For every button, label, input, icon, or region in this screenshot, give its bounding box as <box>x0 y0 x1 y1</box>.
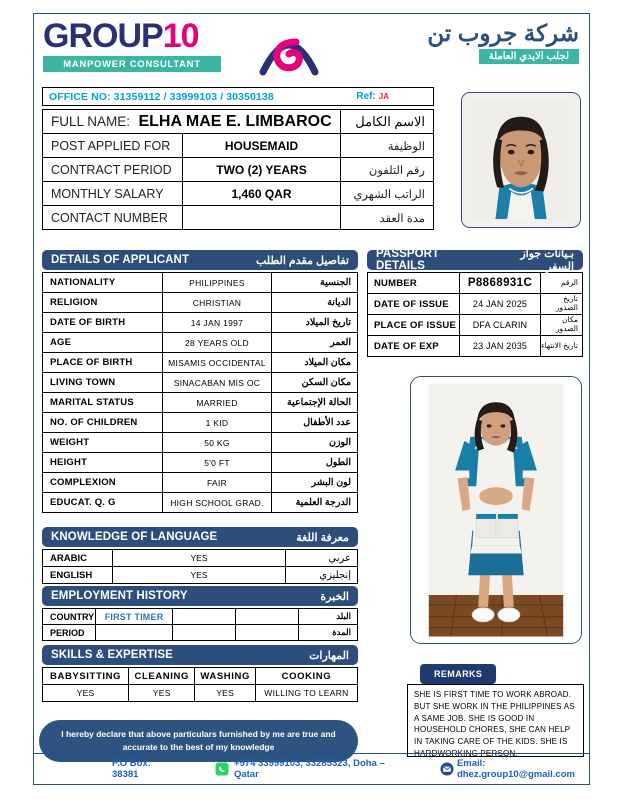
language-section <box>42 527 358 584</box>
passport-arabic: تاريخ الصدور <box>541 294 583 315</box>
details-table <box>42 272 358 513</box>
table-row <box>43 493 358 513</box>
skills-title-ar: المهارات <box>309 649 349 662</box>
detail-arabic: الحالة الإجتماعية <box>272 393 358 413</box>
skill-value: YES <box>195 685 256 702</box>
detail-label: WEIGHT <box>43 433 163 453</box>
language-table <box>42 549 358 584</box>
employment-blank-cell <box>236 625 299 641</box>
table-row <box>43 625 358 641</box>
detail-value: PHILIPPINES <box>163 273 272 293</box>
cv-page <box>33 13 590 785</box>
detail-label: LIVING TOWN <box>43 373 163 393</box>
detail-arabic: عدد الأطفال <box>272 413 358 433</box>
language-arabic: عربي <box>286 550 358 567</box>
logo-text-ten: 10 <box>162 17 199 55</box>
skill-header: CLEANING <box>129 668 195 685</box>
detail-value: SINACABAN MIS OC <box>163 373 272 393</box>
passport-table <box>367 272 583 357</box>
passport-number-value: P8868931C <box>460 273 541 294</box>
fullname-label: FULL NAME: <box>51 113 131 129</box>
ref-label: Ref: <box>356 91 376 102</box>
passport-arabic: مكان الصدور <box>541 315 583 336</box>
table-row <box>43 668 358 685</box>
contract-period-arabic: رقم التلفون <box>341 158 434 182</box>
detail-value: HIGH SCHOOL GRAD. <box>163 493 272 513</box>
detail-arabic: العمر <box>272 333 358 353</box>
detail-value: 5'0 FT <box>163 453 272 473</box>
passport-label: DATE OF ISSUE <box>368 294 460 315</box>
detail-label: NATIONALITY <box>43 273 163 293</box>
employment-label: COUNTRY <box>43 609 96 625</box>
email-icon <box>440 762 454 776</box>
detail-value: FAIR <box>163 473 272 493</box>
detail-label: PLACE OF BIRTH <box>43 353 163 373</box>
employment-arabic: البلد <box>299 609 358 625</box>
passport-title-en: PASSPORT DETAILS <box>376 248 440 272</box>
detail-arabic: مكان الميلاد <box>272 353 358 373</box>
monthly-salary-arabic: الراتب الشهري <box>341 182 434 206</box>
detail-value: 1 KID <box>163 413 272 433</box>
arabic-company-header <box>427 20 579 64</box>
fullname-cell <box>43 110 341 134</box>
arch-spiral-logo-icon <box>258 16 320 78</box>
table-row <box>43 567 358 584</box>
table-row <box>43 158 434 182</box>
contact-number-arabic: مدة العقد <box>341 206 434 230</box>
skill-header: COOKING <box>255 668 357 685</box>
logo-text-group: GROUP <box>43 17 163 55</box>
detail-arabic: الوزن <box>272 433 358 453</box>
passport-value: 23 JAN 2035 <box>460 336 541 357</box>
detail-label: EDUCAT. Q. G <box>43 493 163 513</box>
document-footer <box>34 753 589 784</box>
table-row <box>368 315 583 336</box>
passport-arabic: تاريخ الانتهاء <box>541 336 583 357</box>
detail-value: 50 KG <box>163 433 272 453</box>
employment-country-value: FIRST TIMER <box>95 609 172 625</box>
applicant-summary-table <box>42 109 434 230</box>
passport-value: 24 JAN 2025 <box>460 294 541 315</box>
employment-period-value <box>95 625 172 641</box>
passport-details-section <box>367 250 583 357</box>
passport-label: PLACE OF ISSUE <box>368 315 460 336</box>
skill-value: YES <box>129 685 195 702</box>
detail-arabic: لون البشر <box>272 473 358 493</box>
table-row <box>43 433 358 453</box>
detail-value: MISAMIS OCCIDENTAL <box>163 353 272 373</box>
document-header <box>34 14 589 86</box>
arabic-tagline: لجلب الايدي العاملة <box>479 49 579 64</box>
table-row <box>43 550 358 567</box>
passport-value: DFA CLARIN <box>460 315 541 336</box>
detail-label: HEIGHT <box>43 453 163 473</box>
detail-label: MARITAL STATUS <box>43 393 163 413</box>
po-box: P.O Box: 38381 <box>112 758 151 780</box>
phone-group <box>215 758 392 780</box>
detail-label: RELIGION <box>43 293 163 313</box>
detail-arabic: الدرجة العلمية <box>272 493 358 513</box>
employment-blank-cell <box>236 609 299 625</box>
office-number-row <box>42 87 434 106</box>
table-row <box>368 294 583 315</box>
email-group <box>440 758 589 780</box>
contract-period-label: CONTRACT PERIOD <box>43 158 183 182</box>
declaration-banner: I hereby declare that above particulars furnished by me are true and accurate to the best of my knowledge <box>39 720 358 762</box>
contact-number-label: CONTACT NUMBER <box>43 206 183 230</box>
employment-section-header <box>42 586 358 606</box>
employment-blank-cell <box>173 609 236 625</box>
details-of-applicant-section <box>42 250 358 513</box>
language-section-header <box>42 527 358 547</box>
skill-value: YES <box>43 685 129 702</box>
employment-table <box>42 608 358 641</box>
skills-section-header <box>42 645 358 665</box>
table-row <box>43 313 358 333</box>
company-logo <box>43 19 248 72</box>
table-row <box>43 110 434 134</box>
table-row <box>43 134 434 158</box>
detail-value: MARRIED <box>163 393 272 413</box>
details-title-en: DETAILS OF APPLICANT <box>51 254 190 266</box>
table-row <box>43 473 358 493</box>
table-row <box>43 453 358 473</box>
detail-arabic: الديانة <box>272 293 358 313</box>
skill-value: WILLING TO LEARN <box>255 685 357 702</box>
details-title-ar: تفاصيل مقدم الطلب <box>256 254 349 267</box>
table-row <box>43 273 358 293</box>
detail-label: NO. OF CHILDREN <box>43 413 163 433</box>
detail-arabic: تاريخ الميلاد <box>272 313 358 333</box>
passport-label: DATE OF EXP <box>368 336 460 357</box>
passport-arabic: الرقم <box>541 273 583 294</box>
arabic-title: شركة جروب تن <box>427 20 579 46</box>
detail-label: AGE <box>43 333 163 353</box>
ref-value: JA <box>378 92 389 101</box>
detail-label: DATE OF BIRTH <box>43 313 163 333</box>
skills-table <box>42 667 358 702</box>
phone-number: +974 33999103, 33285323, Doha – Qatar <box>233 758 385 780</box>
table-row <box>43 182 434 206</box>
table-row <box>43 353 358 373</box>
table-row <box>43 609 358 625</box>
detail-label: COMPLEXION <box>43 473 163 493</box>
table-row <box>43 293 358 313</box>
email-address: Email: dhez.group10@gmail.com <box>456 758 575 780</box>
language-arabic: إنجليزي <box>286 567 358 584</box>
passport-section-header <box>367 248 583 273</box>
remarks-text: SHE IS FIRST TIME TO WORK ABROAD. BUT SHE WORK IN THE PHILIPPINES AS A SAME JOB. SHE IS GOOD IN HOUSEHOLD CHORES, SHE CAN HELP IN TAKING CARE OF THE KIDS. SHE IS HARDWORKING PERSON. <box>407 684 584 757</box>
detail-value: 14 JAN 1997 <box>163 313 272 333</box>
post-applied-arabic: الوظيفة <box>341 134 434 158</box>
detail-arabic: مكان السكن <box>272 373 358 393</box>
table-row <box>43 333 358 353</box>
whatsapp-icon <box>215 762 229 776</box>
language-label: ARABIC <box>43 550 113 567</box>
detail-value: CHRISTIAN <box>163 293 272 313</box>
monthly-salary-label: MONTHLY SALARY <box>43 182 183 206</box>
applicant-fullbody-photo <box>410 376 582 644</box>
detail-value: 28 YEARS OLD <box>163 333 272 353</box>
employment-blank-cell <box>173 625 236 641</box>
logo-tagline: MANPOWER CONSULTANT <box>43 56 221 72</box>
skill-header: BABYSITTING <box>43 668 129 685</box>
table-row <box>43 413 358 433</box>
language-title-en: KNOWLEDGE OF LANGUAGE <box>51 531 218 543</box>
reference-block <box>356 91 433 102</box>
table-row <box>368 273 583 294</box>
passport-label: NUMBER <box>368 273 460 294</box>
applicant-headshot <box>461 92 581 228</box>
fullname-value: ELHA MAE E. LIMBAROC <box>138 112 332 130</box>
employment-label: PERIOD <box>43 625 96 641</box>
monthly-salary-value: 1,460 QAR <box>183 182 341 206</box>
employment-arabic: المدة <box>299 625 358 641</box>
skill-header: WASHING <box>195 668 256 685</box>
contract-period-value: TWO (2) YEARS <box>183 158 341 182</box>
post-applied-label: POST APPLIED FOR <box>43 134 183 158</box>
language-title-ar: معرفة اللغة <box>296 531 349 544</box>
table-row <box>43 373 358 393</box>
table-row <box>368 336 583 357</box>
skills-section <box>42 645 358 702</box>
language-value: YES <box>113 567 286 584</box>
details-section-header <box>42 250 358 270</box>
detail-arabic: الجنسية <box>272 273 358 293</box>
language-value: YES <box>113 550 286 567</box>
passport-title-ar: بـيانات جواز السفر <box>520 248 574 273</box>
detail-arabic: الطول <box>272 453 358 473</box>
fullname-arabic: الاسم الكامل <box>341 110 434 134</box>
office-number: OFFICE NO: 31359112 / 33999103 / 30350138 <box>49 90 274 103</box>
contact-number-value <box>183 206 341 230</box>
employment-title-ar: الخبرة <box>320 590 349 603</box>
table-row <box>43 393 358 413</box>
language-label: ENGLISH <box>43 567 113 584</box>
remarks-badge: REMARKS <box>420 664 496 684</box>
employment-history-section <box>42 586 358 641</box>
table-row <box>43 206 434 230</box>
skills-title-en: SKILLS & EXPERTISE <box>51 649 173 661</box>
post-applied-value: HOUSEMAID <box>183 134 341 158</box>
table-row <box>43 685 358 702</box>
employment-title-en: EMPLOYMENT HISTORY <box>51 590 188 602</box>
